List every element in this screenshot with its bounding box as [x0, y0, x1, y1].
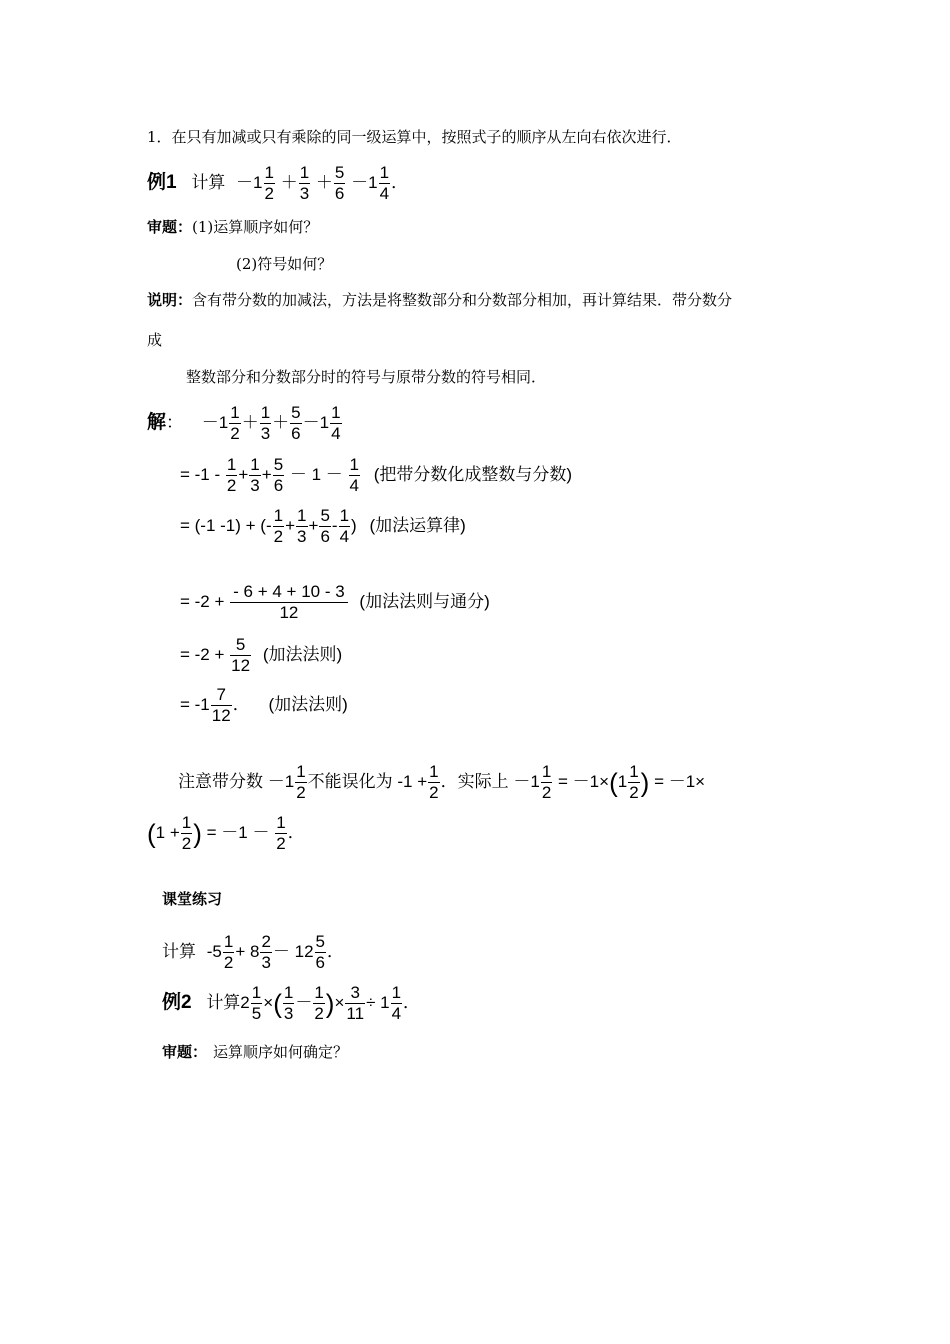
- fraction: $\frac{1}{2}$: [541, 762, 552, 802]
- attention-line-1: 注意带分数 －1 $\frac{1}{2}$ 不能误化为 -1 + $\frac{1}{2}$ ．实际上 －1 $\frac{1}{2}$ = －1×(1 $\frac{1}{2}$ ) = －1×: [178, 762, 706, 802]
- fraction: $\frac{3}{11}$: [346, 983, 365, 1023]
- fraction: $\frac{1}{2}$: [273, 506, 284, 546]
- practice-title: 课堂练习: [162, 890, 223, 908]
- fraction: $\frac{1}{4}$: [349, 455, 360, 495]
- fraction: $\frac{5}{6}$: [273, 455, 284, 495]
- fraction: $\frac{1}{5}$: [251, 983, 262, 1023]
- fraction: $\frac{1}{4}$: [339, 506, 350, 546]
- fraction: $\frac{1}{2}$: [429, 762, 439, 802]
- solution-line-2: = (-1 -1) + (- $\frac{1}{2}$ + $\frac{1}{3}$ + $\frac{5}{6}$ - $\frac{1}{4}$ ) (加法运算律): [180, 506, 466, 546]
- practice-problem: 计算 -5 $\frac{1}{2}$ + 8 $\frac{2}{3}$ － 12 $\frac{5}{6}$ ．: [162, 932, 345, 972]
- fraction: $\frac{1}{2}$: [226, 455, 237, 495]
- fraction: $\frac{5}{6}$: [291, 403, 301, 443]
- fraction: $\frac{7}{12}$: [211, 685, 231, 725]
- example-2-label: 例2: [162, 991, 192, 1013]
- note-text-2: 整数部分和分数部分时的符号与原带分数的符号相同．: [186, 368, 547, 386]
- solution-line-5: = -1 $\frac{7}{12}$ ． (加法法则): [180, 685, 348, 725]
- fraction: $\frac{5}{6}$: [320, 506, 330, 546]
- attention-line-2: (1 + $\frac{1}{2}$ ) = －1 － $\frac{1}{2}$ ．: [147, 813, 305, 853]
- fraction: $\frac{1}{4}$: [391, 983, 402, 1023]
- review-question-2: (2)符号如何？: [236, 255, 333, 273]
- note-continuation: 成: [147, 331, 163, 349]
- solution-label: 解: [147, 411, 167, 433]
- step-note: (加法法则): [268, 694, 348, 714]
- review-label: 审题：: [162, 1043, 208, 1061]
- note-label: 说明：: [147, 291, 193, 309]
- solution-line-0: 解： －1 $\frac{1}{2}$ ＋ $\frac{1}{3}$ ＋ $\frac{5}{6}$ －1 $\frac{1}{4}$: [147, 403, 341, 443]
- review-question-1: 审题：(1)运算顺序如何？: [147, 218, 319, 236]
- fraction: $\frac{1}{3}$: [283, 983, 294, 1023]
- fraction: $\frac{1}{3}$: [250, 455, 260, 495]
- example-1-label: 例1: [147, 171, 177, 193]
- step-note: (把带分数化成整数与分数): [373, 464, 573, 484]
- fraction: $\frac{1}{2}$: [276, 813, 286, 853]
- fraction: $\frac{1}{2}$: [629, 762, 639, 802]
- step-note: (加法法则): [262, 644, 343, 664]
- fraction: $\frac{- 6 + 4 + 10 - 3}{12}$: [230, 583, 348, 622]
- note-text: 说明：含有带分数的加减法，方法是将整数部分和分数部分相加，再计算结果．带分数分: [147, 291, 733, 309]
- review-question-ex2: 审题： 运算顺序如何确定？: [162, 1043, 349, 1061]
- step-note: (加法法则与通分): [359, 591, 490, 611]
- fraction: $\frac{1}{2}$: [296, 762, 306, 802]
- fraction: $\frac{2}{3}$: [261, 932, 271, 972]
- fraction: $\frac{1}{2}$: [181, 813, 192, 853]
- solution-line-1: = -1 - $\frac{1}{2}$ + $\frac{1}{3}$ + $\frac{5}{6}$ － 1 － $\frac{1}{4}$ (把带分数化成整数与分数): [180, 455, 573, 495]
- solution-line-3: = -2 + $\frac{- 6 + 4 + 10 - 3}{12}$ (加法法则与通分): [180, 582, 490, 622]
- fraction: $\frac{1}{3}$: [260, 403, 271, 443]
- step-note: (加法运算律): [369, 515, 466, 535]
- fraction: $\frac{1}{2}$: [264, 163, 274, 203]
- fraction: $\frac{1}{4}$: [379, 163, 390, 203]
- rule-1-text: 1．在只有加减或只有乘除的同一级运算中，按照式子的顺序从左向右依次进行．: [147, 128, 682, 146]
- example-1: 例1 计算 －1 $\frac{1}{2}$ ＋ $\frac{1}{3}$ ＋ $\frac{5}{6}$ －1 $\frac{1}{4}$ ．: [147, 163, 409, 203]
- fraction: $\frac{5}{12}$: [231, 635, 251, 675]
- fraction: $\frac{1}{2}$: [223, 932, 234, 972]
- example-2: 例2 计算2 $\frac{1}{5}$ ×( $\frac{1}{3}$ － $\frac{1}{2}$ )× $\frac{3}{11}$ ÷ 1 $\frac{1}{4}$ ．: [162, 983, 421, 1023]
- review-label: 审题：: [147, 218, 193, 236]
- fraction: $\frac{1}{2}$: [230, 403, 240, 443]
- fraction: $\frac{1}{3}$: [299, 163, 310, 203]
- fraction: $\frac{1}{3}$: [297, 506, 307, 546]
- fraction: $\frac{5}{6}$: [334, 163, 345, 203]
- fraction: $\frac{5}{6}$: [315, 932, 326, 972]
- solution-line-4: = -2 + $\frac{5}{12}$ (加法法则): [180, 635, 343, 675]
- example-1-prompt: 计算: [191, 172, 226, 192]
- fraction: $\frac{1}{4}$: [331, 403, 341, 443]
- fraction: $\frac{1}{2}$: [314, 983, 324, 1023]
